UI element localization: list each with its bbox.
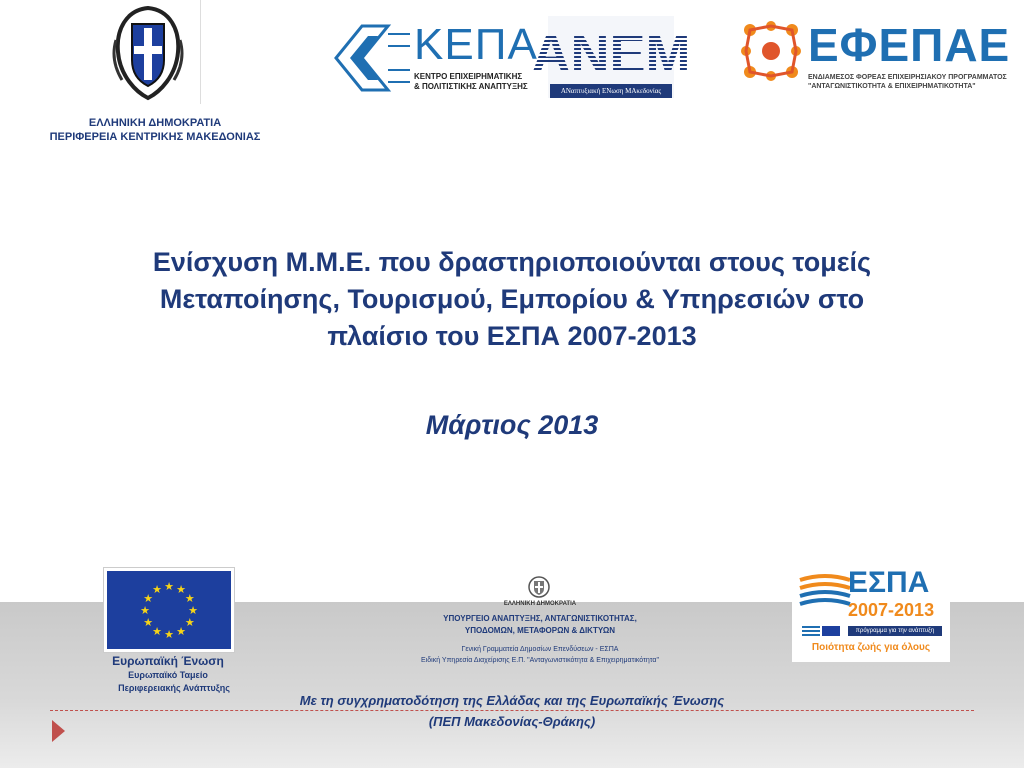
footer-cofinancing: Με τη συγχρηματοδότηση της Ελλάδας και της Ευρωπαϊκής Ένωσης xyxy=(299,693,725,708)
eu-star-icon: ★ xyxy=(184,617,195,629)
espa-program: πρόγραμμα για την ανάπτυξη xyxy=(848,626,942,636)
eu-flag-logo xyxy=(104,568,234,652)
eu-star-icon: ★ xyxy=(143,593,154,605)
eu-star-icon: ★ xyxy=(188,605,198,617)
ministry-line4: Ειδική Υπηρεσία Διαχείρισης Ε.Π. "Ανταγωνιστικότητα & Επιχειρηματικότητα" xyxy=(421,657,659,664)
main-title xyxy=(40,244,984,355)
eu-star-icon: ★ xyxy=(164,629,174,641)
kepa-logo xyxy=(328,18,538,98)
greek-flag-icon xyxy=(802,626,820,636)
eu-star-icon: ★ xyxy=(152,584,162,597)
footer-program: (ΠΕΠ Μακεδονίας-Θράκης) xyxy=(428,714,596,729)
anem-caption: ΑΝαπτυξιακή ΕΝωση ΜΑκεδονίας xyxy=(550,84,672,98)
title-line-1: Ενίσχυση Μ.Μ.Ε. που δραστηριοποιούνται στους τομείς xyxy=(152,247,872,277)
kepa-caption-line2: & ΠΟΛΙΤΙΣΤΙΚΗΣ ΑΝΑΠΤΥΞΗΣ xyxy=(414,82,528,91)
header-republic: ΕΛΛΗΝΙΚΗ ΔΗΜΟΚΡΑΤΙΑ xyxy=(88,117,222,129)
eu-union-label: Ευρωπαϊκή Ένωση xyxy=(112,654,224,668)
eu-fund-line1: Ευρωπαϊκό Ταμείο xyxy=(128,670,208,680)
header-region: ΠΕΡΙΦΕΡΕΙΑ ΚΕΝΤΡΙΚΗΣ ΜΑΚΕΔΟΝΙΑΣ xyxy=(49,131,261,143)
greek-coat-of-arms-logo xyxy=(96,0,201,104)
espa-name: ΕΣΠΑ xyxy=(848,566,930,599)
eu-star-icon: ★ xyxy=(152,625,162,638)
eu-fund-line2: Περιφερειακής Ανάπτυξης xyxy=(118,683,230,693)
espa-logo xyxy=(792,566,950,662)
eu-star-icon: ★ xyxy=(176,625,186,638)
ministry-emblem-icon xyxy=(528,576,550,598)
eu-star-icon: ★ xyxy=(184,593,195,605)
espa-slogan: Ποιότητα ζωής για όλους xyxy=(811,642,931,653)
svg-text:ΑΝΕΜ: ΑΝΕΜ xyxy=(531,24,691,84)
footer-divider xyxy=(50,710,974,711)
ministry-line1: ΥΠΟΥΡΓΕΙΟ ΑΝΑΠΤΥΞΗΣ, ΑΝΤΑΓΩΝΙΣΤΙΚΟΤΗΤΑΣ, xyxy=(443,614,637,623)
eu-mini-flag-icon xyxy=(822,626,840,636)
slide-arrow-icon xyxy=(52,720,65,742)
espa-years: 2007-2013 xyxy=(848,600,935,620)
efepae-name: ΕΦΕΠΑΕ xyxy=(808,19,1011,71)
eu-star-icon: ★ xyxy=(143,617,154,629)
eu-star-icon: ★ xyxy=(140,605,150,617)
efepae-caption-line2: "ΑΝΤΑΓΩΝΙΣΤΙΚΟΤΗΤΑ & ΕΠΙΧΕΙΡΗΜΑΤΙΚΟΤΗΤΑ" xyxy=(808,83,976,90)
title-line-2: Μεταποίησης, Τουρισμού, Εμπορίου & Υπηρεσιών στο xyxy=(159,284,865,314)
kepa-name: ΚΕΠΑ xyxy=(414,20,538,69)
ministry-line2: ΥΠΟΔΟΜΩΝ, ΜΕΤΑΦΟΡΩΝ & ΔΙΚΤΥΩΝ xyxy=(464,626,616,635)
eu-star-icon: ★ xyxy=(176,584,186,597)
presentation-date: Μάρτιος 2013 xyxy=(425,410,599,440)
anem-logo xyxy=(531,16,691,98)
ministry-line3: Γενική Γραμματεία Δημοσίων Επενδύσεων - ΕΣΠΑ xyxy=(461,646,619,653)
ministry-republic: ΕΛΛΗΝΙΚΗ ΔΗΜΟΚΡΑΤΙΑ xyxy=(503,601,577,607)
efepae-logo xyxy=(738,18,1024,98)
kepa-caption-line1: ΚΕΝΤΡΟ ΕΠΙΧΕΙΡΗΜΑΤΙΚΗΣ xyxy=(414,72,523,81)
efepae-caption-line1: ΕΝΔΙΑΜΕΣΟΣ ΦΟΡΕΑΣ ΕΠΙΧΕΙΡΗΣΙΑΚΟΥ ΠΡΟΓΡΑΜΜΑΤΟΣ xyxy=(808,74,1007,81)
eu-star-icon: ★ xyxy=(164,581,174,593)
title-line-3: πλαίσιο του ΕΣΠΑ 2007-2013 xyxy=(327,321,697,351)
